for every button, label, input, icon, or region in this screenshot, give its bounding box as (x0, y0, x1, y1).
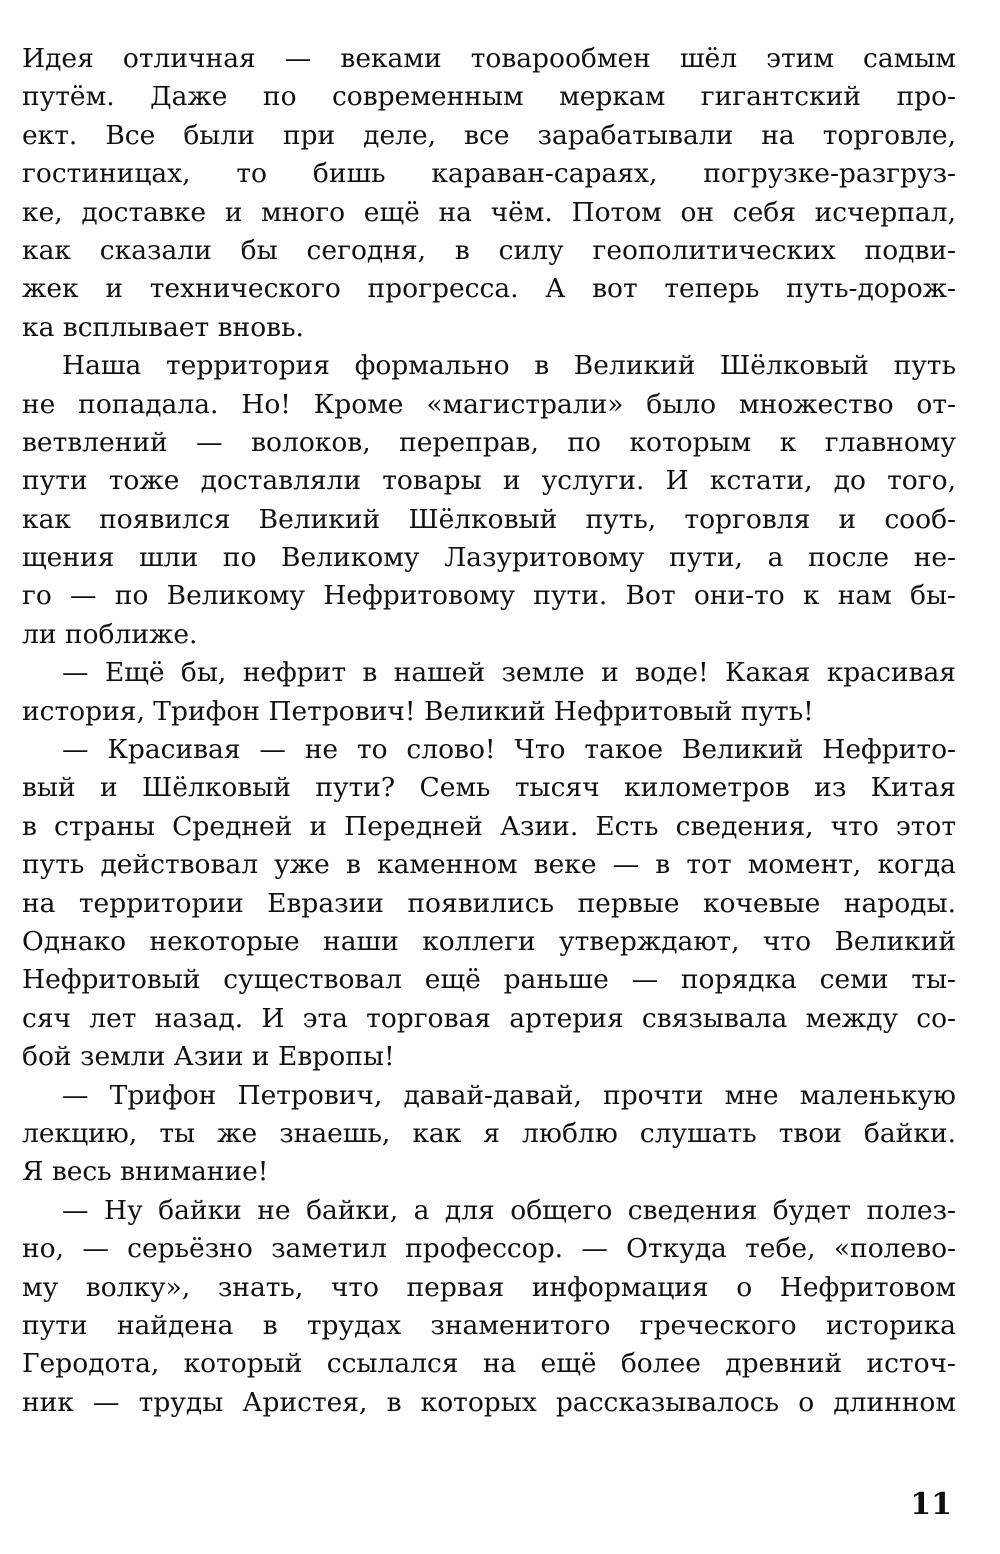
text-line: как появился Великий Шёлковый путь, торговля и сооб- (22, 503, 956, 535)
text-line: в страны Средней и Передней Азии. Есть сведения, что этот (22, 810, 956, 842)
text-line: ке, доставке и много ещё на чём. Потом он себя исчерпал, (22, 196, 956, 228)
text-line: ект. Все были при деле, все зарабатывали на торговле, (22, 119, 956, 151)
text-line: пути тоже доставляли товары и услуги. И кстати, до того, (22, 465, 956, 497)
text-line: — Ну байки не байки, а для общего сведения будет полез- (62, 1194, 956, 1226)
text-line: сяч лет назад. И эта торговая артерия связывала между со- (22, 1002, 956, 1034)
text-line: ник — труды Аристея, в которых рассказывалось о длинном (22, 1386, 956, 1418)
text-line: ли поближе. (22, 618, 198, 650)
text-line: — Трифон Петрович, давай-давай, прочти мне маленькую (62, 1079, 956, 1111)
text-line: на территории Евразии появились первые кочевые народы. (22, 887, 956, 919)
text-line: Однако некоторые наши коллеги утверждают, что Великий (22, 925, 956, 957)
text-line: гостиницах, то бишь караван-сараях, погрузке-разгруз- (22, 158, 956, 190)
text-line: ветвлений — волоков, переправ, по которым к главному (22, 426, 956, 458)
text-line: го — по Великому Нефритовому пути. Вот они-то к нам бы- (22, 580, 956, 612)
text-line: пути найдена в трудах знаменитого греческого историка (22, 1309, 956, 1341)
text-line: как сказали бы сегодня, в силу геополитических подви- (22, 234, 956, 266)
paragraph (22, 347, 956, 654)
text-line: вый и Шёлковый пути? Семь тысяч километров из Китая (22, 772, 956, 804)
text-line: не попадала. Но! Кроме «магистрали» было множество от- (22, 388, 956, 420)
paragraph (22, 1077, 956, 1192)
text-line: Наша территория формально в Великий Шёлковый путь (62, 350, 956, 382)
text-line: — Ещё бы, нефрит в нашей земле и воде! Какая красивая (62, 657, 956, 689)
text-line: жек и технического прогресса. А вот теперь путь-дорож- (22, 273, 956, 305)
paragraph (22, 654, 956, 731)
text-line: Нефритовый существовал ещё раньше — порядка семи ты- (22, 964, 956, 996)
text-line: путь действовал уже в каменном веке — в тот момент, когда (22, 849, 956, 881)
text-line: но, — серьёзно заметил профессор. — Откуда тебе, «полево- (22, 1233, 956, 1265)
paragraph (22, 1192, 956, 1422)
text-line: путём. Даже по современным меркам гигантский про- (22, 81, 956, 113)
text-line: лекцию, ты же знаешь, как я люблю слушать твои байки. (22, 1117, 956, 1149)
paragraph (22, 731, 956, 1077)
paragraph (22, 40, 956, 347)
page-number: 11 (910, 1487, 952, 1522)
text-line: щения шли по Великому Лазуритовому пути, а после не- (22, 542, 956, 574)
body-text (22, 40, 956, 1422)
text-line: бой земли Азии и Европы! (22, 1041, 395, 1073)
text-line: Идея отличная — веками товарообмен шёл этим самым (22, 43, 956, 74)
text-line: — Красивая — не то слово! Что такое Великий Нефрито- (62, 734, 956, 766)
text-line: история, Трифон Петрович! Великий Нефритовый путь! (22, 695, 814, 727)
text-line: му волку», знать, что первая информация о Нефритовом (22, 1271, 956, 1303)
text-line: Геродота, который ссылался на ещё более древний источ- (22, 1348, 956, 1380)
text-line: Я весь внимание! (22, 1156, 269, 1188)
text-line: ка всплывает вновь. (22, 311, 304, 343)
